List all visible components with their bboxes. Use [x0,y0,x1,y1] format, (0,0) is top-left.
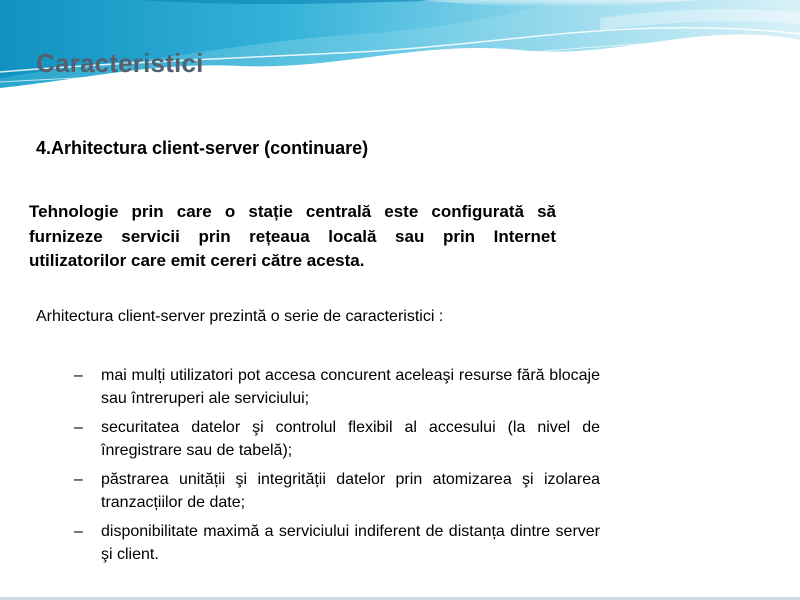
slide-title: Caracteristici [36,48,204,78]
list-item [70,364,600,410]
dash-bullet-icon: – [74,471,83,488]
characteristics-list [70,364,600,572]
intro-paragraph: Tehnologie prin care o stație centrală este configurată să furnizeze servicii prin rețeaua locală sau prin Internet utilizatorilor care emit cereri către acesta. [29,202,556,270]
list-item-text: securitatea datelor şi controlul flexibil al accesului (la nivel de înregistrare sau de tabelă); [101,419,600,459]
list-item-text: disponibilitate maximă a serviciului indiferent de distanța dintre server şi client. [101,523,600,563]
dash-bullet-icon: – [74,367,83,384]
list-item [70,416,600,462]
list-item [70,520,600,566]
dash-bullet-icon: – [74,419,83,436]
list-item-text: mai mulți utilizatori pot accesa concurent aceleaşi resurse fără blocaje sau întreruperi ale serviciului; [101,367,600,407]
lead-paragraph: Arhitectura client-server prezintă o serie de caracteristici : [36,308,444,325]
list-item [70,468,600,514]
section-subtitle: 4.Arhitectura client-server (continuare) [36,138,369,158]
list-item-text: păstrarea unității şi integrității datelor prin atomizarea şi izolarea tranzacțiilor de date; [101,471,600,511]
dash-bullet-icon: – [74,523,83,540]
